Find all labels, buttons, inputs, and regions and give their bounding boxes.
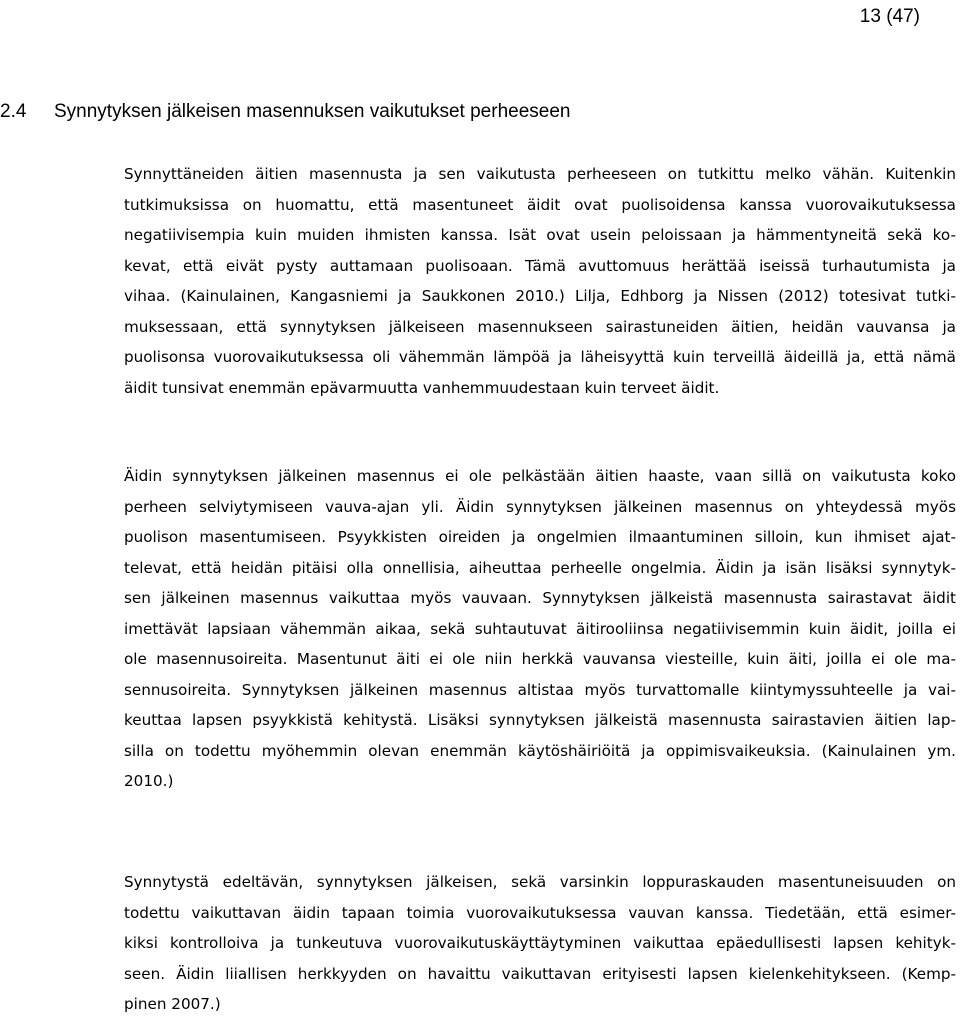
text-line: puolisonsa vuorovaikutuksessa oli vähemmän lämpöä ja läheisyyttä kuin terveillä äideillä ja, että nämä [124,348,956,366]
text-line: sen jälkeinen masennus vaikuttaa myös vauvaan. Synnytyksen jälkeistä masennusta sairastavat äidit [124,589,956,607]
text-line: pinen 2007.) [124,995,221,1013]
text-line: sennusoireita. Synnytyksen jälkeinen masennus altistaa myös turvattomalle kiintymyssuhteelle ja vai- [124,680,956,699]
page-number: 13 (47) [859,6,920,27]
text-line: negatiivisempia kuin muiden ihmisten kanssa. Isät ovat usein peloissaan ja hämmentyneitä sekä ko- [124,226,956,244]
text-line: imettävät lapsiaan vähemmän aikaa, sekä suhtautuvat äitirooliinsa negatiivisemmin kuin äidit, joilla ei [124,619,956,638]
paragraph-1 [124,159,956,403]
paragraph-2 [124,461,956,797]
text-line: keuttaa lapsen psyykkistä kehitystä. Lisäksi synnytyksen jälkeistä masennusta sairastavien äitien lap- [124,711,956,729]
text-line: vihaa. (Kainulainen, Kangasniemi ja Saukkonen 2010.) Lilja, Edhborg ja Nissen (2012) totesivat tutki- [124,287,956,305]
text-line: Äidin synnytyksen jälkeinen masennus ei ole pelkästään äitien haaste, vaan sillä on vaikutusta koko [124,467,956,485]
text-line: seen. Äidin liiallisen herkkyyden on havaittu vaikuttavan erityisesti lapsen kielenkehitykseen. (Kemp- [124,964,956,983]
text-line: muksessaan, että synnytyksen jälkeiseen masennukseen sairastuneiden äitien, heidän vauvansa ja [124,317,956,336]
paragraph-3 [124,867,956,1020]
text-line: kevat, että eivät pysty auttamaan puolisoaan. Tämä avuttomuus herättää iseissä turhautumista ja [124,256,956,275]
text-line: Synnytystä edeltävän, synnytyksen jälkeisen, sekä varsinkin loppuraskauden masentuneisuuden on [124,873,956,891]
text-line: perheen selviytymiseen vauva-ajan yli. Äidin synnytyksen jälkeinen masennus on yhteydessä myös [124,497,956,516]
section-number: 2.4 [0,101,27,122]
section-heading [0,99,570,125]
section-title: Synnytyksen jälkeisen masennuksen vaikutukset perheeseen [54,101,571,122]
text-line: televat, että heidän pitäisi olla onnellisia, aiheuttaa perheelle ongelmia. Äidin ja isän lisäksi synnytyk- [124,558,956,577]
text-line: todettu vaikuttavan äidin tapaan toimia vuorovaikutuksessa vauvan kanssa. Tiedetään, että esimer- [124,903,956,922]
text-line: tutkimuksissa on huomattu, että masentuneet äidit ovat puolisoidensa kanssa vuorovaikutuksessa [124,195,956,214]
text-line: Synnyttäneiden äitien masennusta ja sen vaikutusta perheeseen on tutkittu melko vähän. Kuitenkin [124,165,956,183]
text-line: kiksi kontrolloiva ja tunkeutuva vuorovaikutuskäyttäytyminen vaikuttaa epäedullisesti lapsen kehityk- [124,934,956,952]
text-line: äidit tunsivat enemmän epävarmuutta vanhemmuudestaan kuin terveet äidit. [124,378,720,397]
text-line: puolison masentumiseen. Psyykkisten oireiden ja ongelmien ilmaantuminen silloin, kun ihmiset ajat- [124,528,956,546]
text-line: silla on todettu myöhemmin olevan enemmän käytöshäiriöitä ja oppimisvaikeuksia. (Kainulainen ym. [124,741,956,760]
text-line: 2010.) [124,772,174,790]
text-line: ole masennusoireita. Masentunut äiti ei ole niin herkkä vauvansa viesteille, kuin äiti, joilla ei ole ma- [124,650,956,668]
